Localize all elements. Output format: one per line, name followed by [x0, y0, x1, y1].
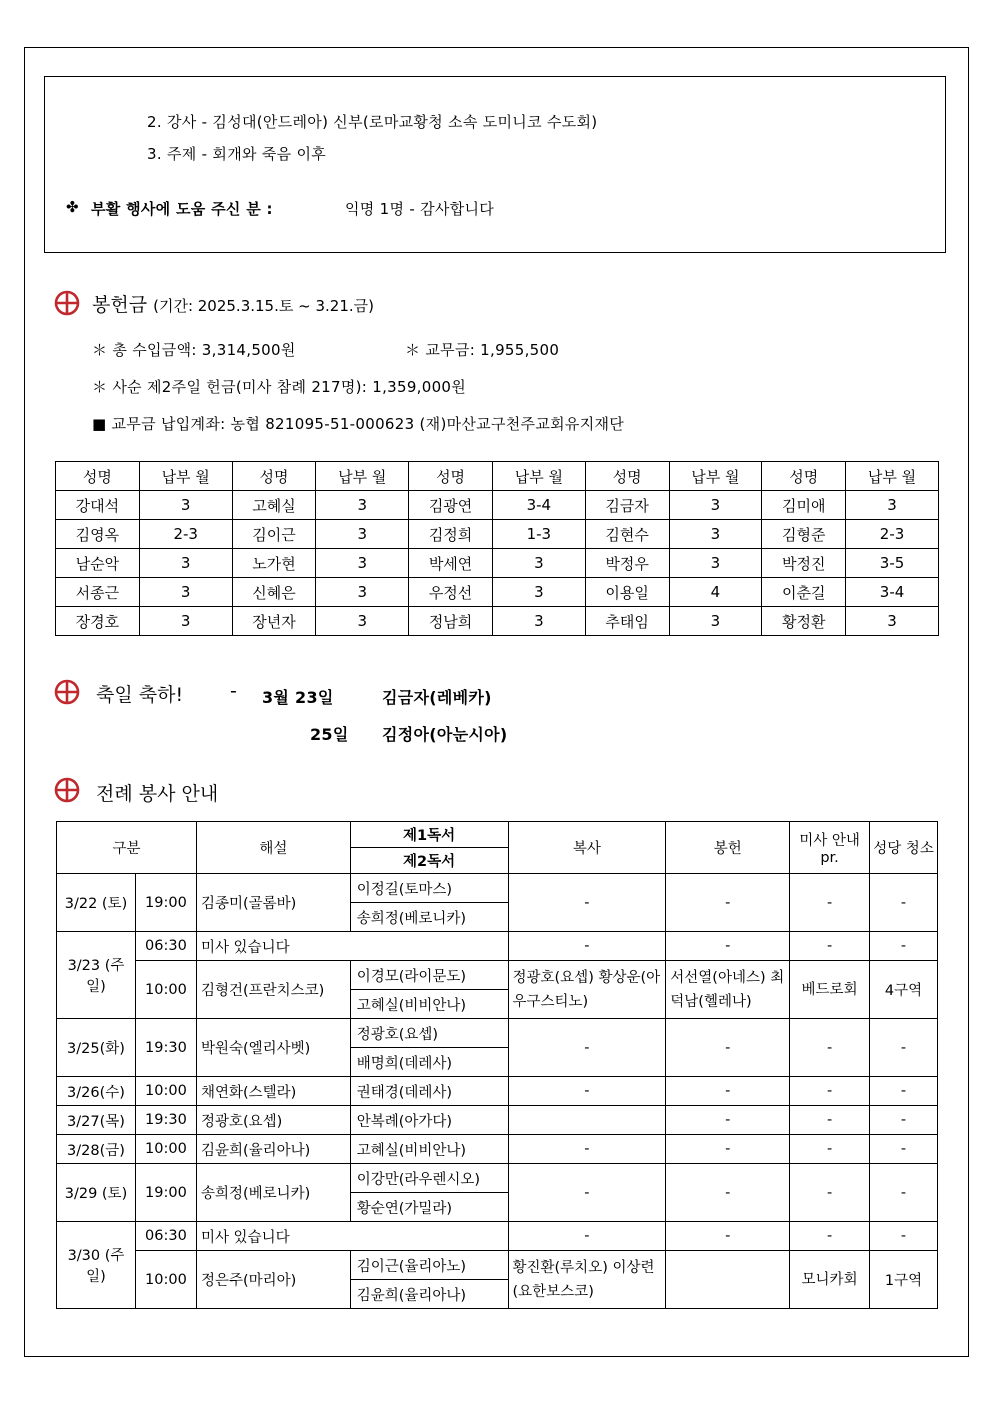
payer-name-cell: 추태임	[585, 607, 669, 636]
payer-name-cell: 장년자	[232, 607, 316, 636]
note-cell: 미사 있습니다	[196, 1222, 508, 1251]
header-month: 납부 월	[139, 462, 232, 491]
payer-name-cell: 강대석	[56, 491, 140, 520]
header-month: 납부 월	[316, 462, 409, 491]
mass-guide-cell: -	[790, 1077, 870, 1106]
commentator-cell: 정광호(요셉)	[196, 1106, 350, 1135]
payment-month-cell: 3	[669, 520, 762, 549]
header-month: 납부 월	[492, 462, 585, 491]
acolyte-cell: -	[508, 932, 666, 961]
payment-month-cell: 3-4	[492, 491, 585, 520]
reader-cell: 안복례(아가다)	[350, 1106, 508, 1135]
payer-name-cell: 박세연	[409, 549, 493, 578]
payer-name-cell: 김금자	[585, 491, 669, 520]
payer-name-cell: 정남희	[409, 607, 493, 636]
date-cell: 3/25(화)	[57, 1019, 136, 1077]
sunday-offering: ＊ 사순 제2주일 헌금(미사 참례 217명): 1,359,000원	[92, 378, 467, 396]
cross-circle-icon	[54, 679, 80, 705]
acolyte-cell: 정광호(요셉) 황상운(아우구스티노)	[508, 961, 666, 1019]
time-cell: 10:00	[135, 1077, 196, 1106]
payment-month-cell: 2-3	[139, 520, 232, 549]
payment-month-cell: 3	[669, 549, 762, 578]
date-cell: 3/22 (토)	[57, 874, 136, 932]
payer-name-cell: 이춘길	[762, 578, 846, 607]
header-mass-guide: 미사 안내 pr.	[790, 822, 870, 874]
reader-cell: 배명희(데레사)	[350, 1048, 508, 1077]
payer-name-cell: 노가현	[232, 549, 316, 578]
time-cell: 19:30	[135, 1019, 196, 1077]
header-reader2: 제2독서	[350, 848, 508, 874]
header-category: 구분	[57, 822, 197, 874]
mass-guide-cell: -	[790, 1135, 870, 1164]
liturgy-title: 전례 봉사 안내	[96, 783, 219, 805]
time-cell: 10:00	[135, 961, 196, 1019]
payer-name-cell: 김광연	[409, 491, 493, 520]
header-name: 성명	[762, 462, 846, 491]
payment-month-cell: 3	[846, 607, 939, 636]
payment-month-cell: 3	[316, 578, 409, 607]
feast-name-2: 김정아(아눈시아)	[382, 725, 508, 744]
payer-name-cell: 황정환	[762, 607, 846, 636]
feast-date-2: 25일	[310, 725, 349, 744]
payer-name-cell: 김정희	[409, 520, 493, 549]
payer-name-cell: 김현수	[585, 520, 669, 549]
payment-month-cell: 3	[139, 549, 232, 578]
lecturer-line: 2. 강사 - 김성대(안드레아) 신부(로마교황청 소속 도미니코 수도회)	[147, 113, 598, 131]
payment-month-cell: 3-4	[846, 578, 939, 607]
reader-cell: 고혜실(비비안나)	[350, 1135, 508, 1164]
cleaning-cell: -	[870, 874, 938, 932]
payment-month-cell: 3	[492, 578, 585, 607]
table-row	[56, 549, 939, 578]
payment-month-cell: 3	[846, 491, 939, 520]
mass-guide-cell: -	[790, 1164, 870, 1222]
payer-name-cell: 박정진	[762, 549, 846, 578]
thanks-label: 부활 행사에 도움 주신 분 :	[91, 200, 273, 218]
header-name: 성명	[232, 462, 316, 491]
total-income: ＊ 총 수입금액: 3,314,500원	[92, 341, 296, 359]
cross-circle-icon	[54, 290, 80, 316]
date-cell: 3/26(수)	[57, 1077, 136, 1106]
note-cell: 미사 있습니다	[196, 932, 508, 961]
payment-month-cell: 1-3	[492, 520, 585, 549]
header-offertory: 봉헌	[666, 822, 790, 874]
acolyte-cell	[508, 1106, 666, 1135]
commentator-cell: 김윤희(율리아나)	[196, 1135, 350, 1164]
offertory-cell: -	[666, 1222, 790, 1251]
table-row	[56, 578, 939, 607]
offertory-cell: -	[666, 1164, 790, 1222]
offertory-cell: -	[666, 1077, 790, 1106]
reader-cell: 김윤희(율리아나)	[350, 1280, 508, 1309]
payment-month-cell: 3	[139, 607, 232, 636]
payment-month-cell: 3	[316, 491, 409, 520]
commentator-cell: 송희정(베로니카)	[196, 1164, 350, 1222]
reader-cell: 황순연(가밀라)	[350, 1193, 508, 1222]
cleaning-cell: -	[870, 1222, 938, 1251]
payer-name-cell: 우정선	[409, 578, 493, 607]
cleaning-cell: -	[870, 1164, 938, 1222]
topic-line: 3. 주제 - 회개와 죽음 이후	[147, 145, 327, 163]
mass-guide-cell: -	[790, 874, 870, 932]
cleaning-cell: 1구역	[870, 1251, 938, 1309]
acolyte-cell: -	[508, 874, 666, 932]
time-cell: 19:00	[135, 874, 196, 932]
mass-guide-cell: -	[790, 932, 870, 961]
table-row	[56, 491, 939, 520]
header-name: 성명	[56, 462, 140, 491]
header-reader1: 제1독서	[350, 822, 508, 848]
time-cell: 19:00	[135, 1164, 196, 1222]
account-info: ■ 교무금 납입계좌: 농협 821095-51-000623 (재)마산교구천주교회유지재단	[92, 415, 625, 433]
acolyte-cell: -	[508, 1164, 666, 1222]
header-commentary: 해설	[196, 822, 350, 874]
header-acolyte: 복사	[508, 822, 666, 874]
time-cell: 10:00	[135, 1251, 196, 1309]
acolyte-cell: -	[508, 1135, 666, 1164]
reader-cell: 이강만(라우렌시오)	[350, 1164, 508, 1193]
payer-name-cell: 이용일	[585, 578, 669, 607]
payment-month-cell: 3	[139, 491, 232, 520]
commentator-cell: 김형건(프란치스코)	[196, 961, 350, 1019]
notice-box	[44, 76, 946, 253]
payment-month-cell: 3-5	[846, 549, 939, 578]
payment-month-cell: 3	[139, 578, 232, 607]
payment-month-cell: 3	[316, 520, 409, 549]
payment-month-cell: 2-3	[846, 520, 939, 549]
mass-guide-cell: 베드로회	[790, 961, 870, 1019]
time-cell: 10:00	[135, 1135, 196, 1164]
offertory-cell: -	[666, 1135, 790, 1164]
payer-name-cell: 박정우	[585, 549, 669, 578]
payment-table	[55, 461, 939, 636]
payer-name-cell: 김미애	[762, 491, 846, 520]
offering-title: 봉헌금 (기간: 2025.3.15.토 ~ 3.21.금)	[92, 294, 374, 316]
payer-name-cell: 김이근	[232, 520, 316, 549]
offertory-cell: -	[666, 874, 790, 932]
acolyte-cell: 황진환(루치오) 이상련(요한보스코)	[508, 1251, 666, 1309]
date-cell: 3/28(금)	[57, 1135, 136, 1164]
commentator-cell: 정은주(마리아)	[196, 1251, 350, 1309]
header-month: 납부 월	[846, 462, 939, 491]
payer-name-cell: 김영옥	[56, 520, 140, 549]
mass-guide-cell: -	[790, 1222, 870, 1251]
offertory-cell	[666, 1251, 790, 1309]
offering-period: (기간: 2025.3.15.토 ~ 3.21.금)	[153, 297, 374, 315]
payer-name-cell: 신혜은	[232, 578, 316, 607]
liturgy-table	[56, 821, 938, 1309]
reader-cell: 송희정(베로니카)	[350, 903, 508, 932]
time-cell: 06:30	[135, 932, 196, 961]
mass-guide-cell: -	[790, 1019, 870, 1077]
table-row	[56, 520, 939, 549]
payment-month-cell: 3	[316, 549, 409, 578]
cleaning-cell: -	[870, 1106, 938, 1135]
mass-guide-cell: 모니카회	[790, 1251, 870, 1309]
thanks-bullet-icon: ✤	[66, 198, 79, 216]
payment-month-cell: 3	[316, 607, 409, 636]
payment-month-cell: 3	[492, 607, 585, 636]
payer-name-cell: 장경호	[56, 607, 140, 636]
acolyte-cell: -	[508, 1019, 666, 1077]
payment-month-cell: 4	[669, 578, 762, 607]
date-cell: 3/29 (토)	[57, 1164, 136, 1222]
diocese-fee: ＊ 교무금: 1,955,500	[405, 341, 560, 359]
feast-title: 축일 축하!	[96, 684, 184, 706]
header-cleaning: 성당 청소	[870, 822, 938, 874]
acolyte-cell: -	[508, 1077, 666, 1106]
payer-name-cell: 서종근	[56, 578, 140, 607]
thanks-text: 익명 1명 - 감사합니다	[345, 200, 495, 218]
offertory-cell: -	[666, 932, 790, 961]
offertory-cell: -	[666, 1019, 790, 1077]
offertory-cell: -	[666, 1106, 790, 1135]
header-month: 납부 월	[669, 462, 762, 491]
payer-name-cell: 김형준	[762, 520, 846, 549]
offertory-cell: 서선열(아네스) 최덕남(헬레나)	[666, 961, 790, 1019]
commentator-cell: 박원숙(엘리사벳)	[196, 1019, 350, 1077]
payment-month-cell: 3	[669, 491, 762, 520]
commentator-cell: 김종미(골롬바)	[196, 874, 350, 932]
reader-cell: 김이근(율리아노)	[350, 1251, 508, 1280]
date-cell: 3/23 (주일)	[57, 932, 136, 1019]
table-row	[56, 607, 939, 636]
reader-cell: 권태경(데레사)	[350, 1077, 508, 1106]
reader-cell: 정광호(요셉)	[350, 1019, 508, 1048]
date-cell: 3/27(목)	[57, 1106, 136, 1135]
payment-month-cell: 3	[492, 549, 585, 578]
feast-name-1: 김금자(레베카)	[382, 688, 492, 707]
header-name: 성명	[585, 462, 669, 491]
payer-name-cell: 남순악	[56, 549, 140, 578]
time-cell: 06:30	[135, 1222, 196, 1251]
cleaning-cell: 4구역	[870, 961, 938, 1019]
mass-guide-cell: -	[790, 1106, 870, 1135]
reader-cell: 이경모(라이문도)	[350, 961, 508, 990]
cross-circle-icon	[54, 777, 80, 803]
reader-cell: 고혜실(비비안나)	[350, 990, 508, 1019]
cleaning-cell: -	[870, 1135, 938, 1164]
reader-cell: 이정길(토마스)	[350, 874, 508, 903]
header-name: 성명	[409, 462, 493, 491]
cleaning-cell: -	[870, 932, 938, 961]
date-cell: 3/30 (주일)	[57, 1222, 136, 1309]
cleaning-cell: -	[870, 1077, 938, 1106]
feast-dash: -	[230, 680, 237, 702]
acolyte-cell: -	[508, 1222, 666, 1251]
cleaning-cell: -	[870, 1019, 938, 1077]
feast-date-1: 3월 23일	[262, 688, 334, 707]
payment-month-cell: 3	[669, 607, 762, 636]
payer-name-cell: 고혜실	[232, 491, 316, 520]
time-cell: 19:30	[135, 1106, 196, 1135]
commentator-cell: 채연화(스텔라)	[196, 1077, 350, 1106]
